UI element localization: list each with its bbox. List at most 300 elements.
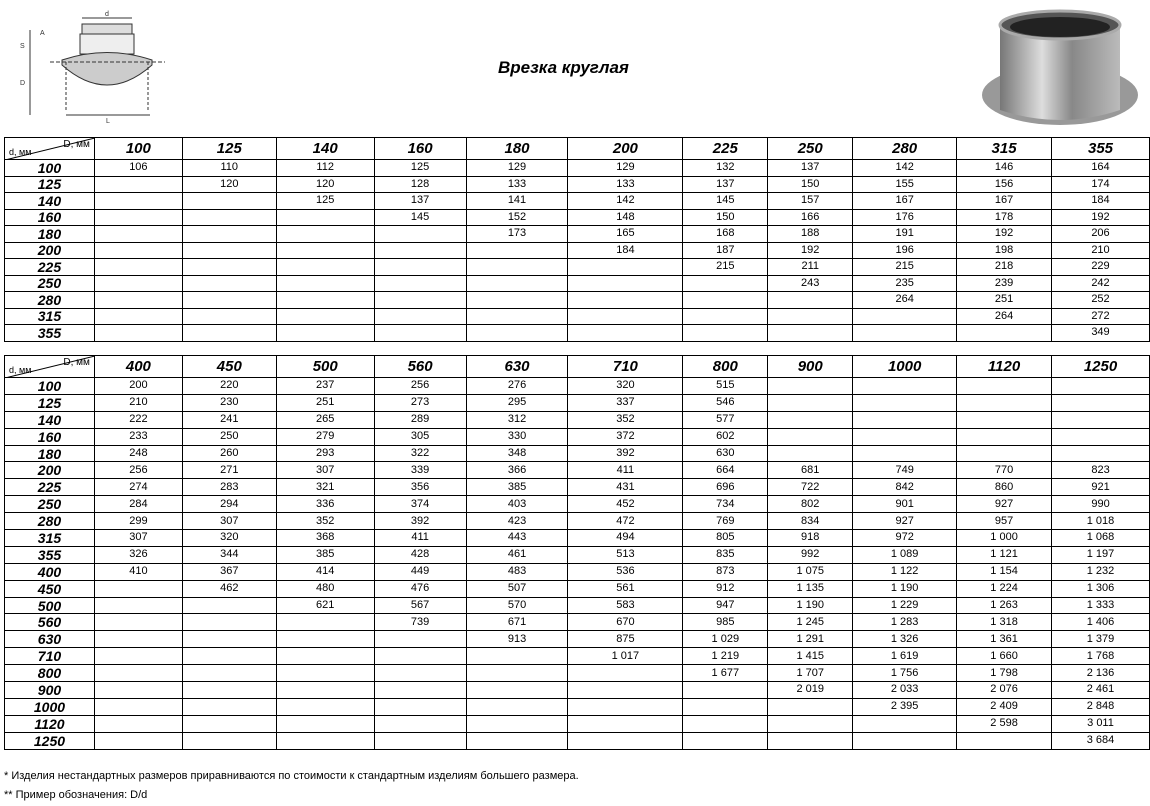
table-cell: [768, 378, 853, 395]
table-cell: 452: [568, 496, 683, 513]
table-cell: [683, 275, 768, 292]
row-header: 200: [5, 462, 95, 479]
row-header: 355: [5, 325, 95, 342]
table-cell: [768, 732, 853, 749]
table-cell: [683, 715, 768, 732]
table-cell: 295: [466, 394, 568, 411]
table-cell: 137: [374, 193, 466, 210]
table-cell: [374, 308, 466, 325]
header: [0, 0, 1150, 135]
table-cell: 392: [568, 445, 683, 462]
footnote-1: * Изделия нестандартных размеров приравниваются по стоимости к стандартным изделиям большего размера.: [4, 770, 579, 782]
table-cell: [768, 428, 853, 445]
table-cell: 392: [374, 513, 466, 530]
table-cell: 1 379: [1052, 631, 1150, 648]
table-cell: 1 232: [1052, 563, 1150, 580]
row-header: 1000: [5, 698, 95, 715]
table-cell: 198: [957, 242, 1052, 259]
column-header: 355: [1052, 138, 1150, 160]
table-row: [5, 597, 1150, 614]
table-cell: 188: [768, 226, 853, 243]
table-cell: 2 409: [957, 698, 1052, 715]
table-cell: 1 406: [1052, 614, 1150, 631]
table-cell: 1 291: [768, 631, 853, 648]
column-header: 125: [182, 138, 276, 160]
table-cell: 229: [1052, 259, 1150, 276]
table-cell: 252: [1052, 292, 1150, 309]
table-cell: 320: [568, 378, 683, 395]
table-cell: 1 333: [1052, 597, 1150, 614]
table-cell: [374, 682, 466, 699]
table-row: [5, 496, 1150, 513]
table-row: [5, 631, 1150, 648]
table-cell: 284: [94, 496, 182, 513]
table-cell: [1052, 394, 1150, 411]
column-header: 140: [276, 138, 374, 160]
column-header: 710: [568, 356, 683, 378]
table-cell: [94, 226, 182, 243]
row-header: 400: [5, 563, 95, 580]
table-cell: 235: [853, 275, 957, 292]
table-cell: [374, 631, 466, 648]
row-header: 710: [5, 648, 95, 665]
table-cell: 972: [853, 530, 957, 547]
table-cell: 1 263: [957, 597, 1052, 614]
table-cell: [957, 394, 1052, 411]
table-cell: 352: [276, 513, 374, 530]
table-cell: 480: [276, 580, 374, 597]
table-cell: 2 136: [1052, 665, 1150, 682]
table-row: [5, 292, 1150, 309]
table-cell: [466, 698, 568, 715]
table-cell: 220: [182, 378, 276, 395]
table-cell: 1 677: [683, 665, 768, 682]
table-cell: 233: [94, 428, 182, 445]
table-row: [5, 479, 1150, 496]
table-cell: 239: [957, 275, 1052, 292]
table-cell: [853, 428, 957, 445]
table-cell: [768, 325, 853, 342]
table-cell: [568, 682, 683, 699]
table-cell: 339: [374, 462, 466, 479]
table-cell: [374, 715, 466, 732]
table-cell: 805: [683, 530, 768, 547]
table-cell: 152: [466, 209, 568, 226]
table-cell: [182, 614, 276, 631]
table-row: [5, 732, 1150, 749]
table-cell: 823: [1052, 462, 1150, 479]
table-cell: 366: [466, 462, 568, 479]
table-cell: [683, 292, 768, 309]
table-cell: [568, 259, 683, 276]
row-header: 180: [5, 226, 95, 243]
table-cell: [568, 308, 683, 325]
table-cell: 443: [466, 530, 568, 547]
table-cell: 1 660: [957, 648, 1052, 665]
table-cell: 1 768: [1052, 648, 1150, 665]
table-cell: 749: [853, 462, 957, 479]
table-cell: 312: [466, 411, 568, 428]
table-cell: 1 361: [957, 631, 1052, 648]
table-cell: 173: [466, 226, 568, 243]
table-cell: 349: [1052, 325, 1150, 342]
table-cell: 476: [374, 580, 466, 597]
table-cell: [182, 665, 276, 682]
table-cell: 681: [768, 462, 853, 479]
table-cell: 367: [182, 563, 276, 580]
column-header: 630: [466, 356, 568, 378]
table-cell: 326: [94, 546, 182, 563]
table-cell: [374, 325, 466, 342]
table-cell: 372: [568, 428, 683, 445]
table-cell: [1052, 428, 1150, 445]
table-cell: 106: [94, 160, 182, 177]
table-cell: 273: [374, 394, 466, 411]
svg-text:S: S: [20, 43, 25, 50]
row-header: 280: [5, 513, 95, 530]
svg-text:D: D: [20, 80, 26, 87]
table-cell: 1 619: [853, 648, 957, 665]
table-cell: [466, 325, 568, 342]
table-cell: [374, 259, 466, 276]
table-cell: 307: [182, 513, 276, 530]
table-cell: 1 154: [957, 563, 1052, 580]
table-cell: [276, 631, 374, 648]
table-cell: 112: [276, 160, 374, 177]
table-cell: 305: [374, 428, 466, 445]
table-cell: 835: [683, 546, 768, 563]
table-cell: 1 229: [853, 597, 957, 614]
corner-cell: [5, 356, 95, 378]
table-cell: [957, 411, 1052, 428]
table-cell: [374, 732, 466, 749]
table-cell: 1 245: [768, 614, 853, 631]
column-header: 280: [853, 138, 957, 160]
table-cell: 184: [1052, 193, 1150, 210]
table-cell: 1 283: [853, 614, 957, 631]
table-cell: [768, 445, 853, 462]
corner-D-label: D, мм: [63, 139, 90, 150]
table-cell: 146: [957, 160, 1052, 177]
table-cell: 927: [853, 513, 957, 530]
table-row: [5, 176, 1150, 193]
table-row: [5, 275, 1150, 292]
table-cell: 1 190: [853, 580, 957, 597]
table-row: [5, 226, 1150, 243]
table-cell: 921: [1052, 479, 1150, 496]
table-cell: [957, 445, 1052, 462]
table-cell: 739: [374, 614, 466, 631]
table-cell: [182, 209, 276, 226]
table-cell: 294: [182, 496, 276, 513]
table-cell: 133: [466, 176, 568, 193]
table-cell: [276, 226, 374, 243]
row-header: 125: [5, 394, 95, 411]
table-cell: 2 033: [853, 682, 957, 699]
table-cell: [182, 259, 276, 276]
row-header: 315: [5, 308, 95, 325]
table-cell: [568, 325, 683, 342]
table-cell: 1 798: [957, 665, 1052, 682]
table-cell: 696: [683, 479, 768, 496]
table-cell: 237: [276, 378, 374, 395]
table-cell: [94, 209, 182, 226]
table-cell: 307: [276, 462, 374, 479]
table-row: [5, 715, 1150, 732]
table-cell: 410: [94, 563, 182, 580]
table-cell: [374, 292, 466, 309]
table-cell: [853, 378, 957, 395]
table-cell: [683, 308, 768, 325]
row-header: 225: [5, 259, 95, 276]
table-cell: 472: [568, 513, 683, 530]
table-cell: [94, 292, 182, 309]
table-cell: 299: [94, 513, 182, 530]
table-cell: 411: [568, 462, 683, 479]
table-row: [5, 530, 1150, 547]
table-row: [5, 378, 1150, 395]
table-cell: 561: [568, 580, 683, 597]
table-cell: 567: [374, 597, 466, 614]
table-row: [5, 563, 1150, 580]
table-cell: 411: [374, 530, 466, 547]
table-cell: 770: [957, 462, 1052, 479]
table-cell: [374, 275, 466, 292]
table-cell: 256: [94, 462, 182, 479]
table-cell: 166: [768, 209, 853, 226]
table-cell: [568, 292, 683, 309]
table-cell: 272: [1052, 308, 1150, 325]
table-cell: 1 017: [568, 648, 683, 665]
table-cell: 385: [276, 546, 374, 563]
column-header: 500: [276, 356, 374, 378]
table-cell: 1 121: [957, 546, 1052, 563]
column-header: 160: [374, 138, 466, 160]
corner-d-label: d, мм: [9, 365, 32, 375]
table-cell: 802: [768, 496, 853, 513]
table-cell: 222: [94, 411, 182, 428]
table-cell: 271: [182, 462, 276, 479]
table-cell: 276: [466, 378, 568, 395]
table-cell: 1 089: [853, 546, 957, 563]
saddle-tap-photo-icon: [960, 0, 1140, 135]
table-cell: 513: [568, 546, 683, 563]
table-cell: [466, 682, 568, 699]
table-cell: [94, 259, 182, 276]
table-cell: 210: [1052, 242, 1150, 259]
table-cell: [276, 698, 374, 715]
table-cell: 414: [276, 563, 374, 580]
table-row: [5, 160, 1150, 177]
table-cell: 875: [568, 631, 683, 648]
table-cell: [276, 715, 374, 732]
table-cell: 577: [683, 411, 768, 428]
table-row: [5, 462, 1150, 479]
table-cell: 483: [466, 563, 568, 580]
table-cell: 3 684: [1052, 732, 1150, 749]
table-cell: 137: [768, 160, 853, 177]
table-cell: [683, 682, 768, 699]
row-header: 315: [5, 530, 95, 547]
table-cell: [768, 715, 853, 732]
table-cell: [466, 292, 568, 309]
table-cell: [94, 193, 182, 210]
table-cell: 769: [683, 513, 768, 530]
table-cell: 957: [957, 513, 1052, 530]
table-cell: [853, 325, 957, 342]
table-cell: 142: [568, 193, 683, 210]
table-cell: 403: [466, 496, 568, 513]
row-header: 125: [5, 176, 95, 193]
row-header: 225: [5, 479, 95, 496]
table-cell: [182, 226, 276, 243]
table-cell: [1052, 378, 1150, 395]
table-cell: 507: [466, 580, 568, 597]
table-cell: 2 848: [1052, 698, 1150, 715]
row-header: 250: [5, 496, 95, 513]
table-cell: [957, 428, 1052, 445]
column-header: 100: [94, 138, 182, 160]
table-row: [5, 682, 1150, 699]
saddle-tap-drawing-icon: [10, 10, 180, 125]
table-cell: 250: [182, 428, 276, 445]
row-header: 140: [5, 411, 95, 428]
table-cell: 218: [957, 259, 1052, 276]
table-cell: 187: [683, 242, 768, 259]
table-cell: [466, 715, 568, 732]
column-header: 180: [466, 138, 568, 160]
table-cell: 1 190: [768, 597, 853, 614]
table-cell: 1 018: [1052, 513, 1150, 530]
table-cell: 264: [853, 292, 957, 309]
table-cell: [957, 325, 1052, 342]
table-cell: 546: [683, 394, 768, 411]
table-cell: [182, 698, 276, 715]
table-cell: [276, 209, 374, 226]
row-header: 1250: [5, 732, 95, 749]
column-header: 1120: [957, 356, 1052, 378]
table-cell: 279: [276, 428, 374, 445]
column-header: 560: [374, 356, 466, 378]
table-cell: [94, 275, 182, 292]
table-cell: 1 306: [1052, 580, 1150, 597]
table-cell: 176: [853, 209, 957, 226]
table-cell: 2 076: [957, 682, 1052, 699]
table-cell: 992: [768, 546, 853, 563]
table-cell: 494: [568, 530, 683, 547]
table-cell: 251: [276, 394, 374, 411]
table-cell: [466, 308, 568, 325]
table-cell: [768, 292, 853, 309]
table-cell: [768, 394, 853, 411]
table-cell: 274: [94, 479, 182, 496]
corner-d-label: d, мм: [9, 147, 32, 157]
table-cell: 462: [182, 580, 276, 597]
table-cell: 1 075: [768, 563, 853, 580]
table-row: [5, 580, 1150, 597]
table-cell: 293: [276, 445, 374, 462]
table-cell: 2 019: [768, 682, 853, 699]
table-cell: 260: [182, 445, 276, 462]
column-header: 225: [683, 138, 768, 160]
table-cell: [182, 732, 276, 749]
table-cell: 157: [768, 193, 853, 210]
table-cell: 251: [957, 292, 1052, 309]
table-cell: 200: [94, 378, 182, 395]
table-cell: [182, 242, 276, 259]
table-cell: 990: [1052, 496, 1150, 513]
table-cell: 145: [374, 209, 466, 226]
table-cell: 912: [683, 580, 768, 597]
row-header: 355: [5, 546, 95, 563]
table-cell: [276, 242, 374, 259]
table-cell: [768, 411, 853, 428]
table-cell: 1 135: [768, 580, 853, 597]
table-cell: 289: [374, 411, 466, 428]
table-cell: 164: [1052, 160, 1150, 177]
table-cell: [466, 648, 568, 665]
table-cell: [94, 732, 182, 749]
row-header: 630: [5, 631, 95, 648]
table-cell: 120: [276, 176, 374, 193]
column-header: 315: [957, 138, 1052, 160]
table-row: [5, 665, 1150, 682]
table-cell: 1 318: [957, 614, 1052, 631]
table-cell: 248: [94, 445, 182, 462]
table-cell: [94, 715, 182, 732]
table-cell: [683, 325, 768, 342]
column-header: 800: [683, 356, 768, 378]
table-cell: [182, 193, 276, 210]
table-cell: [182, 648, 276, 665]
table-cell: 602: [683, 428, 768, 445]
table-cell: 901: [853, 496, 957, 513]
table-row: [5, 614, 1150, 631]
table-cell: 352: [568, 411, 683, 428]
table-cell: [94, 580, 182, 597]
table-cell: 145: [683, 193, 768, 210]
table-cell: [853, 308, 957, 325]
table-cell: 664: [683, 462, 768, 479]
table-cell: 148: [568, 209, 683, 226]
table-cell: 256: [374, 378, 466, 395]
table-cell: 670: [568, 614, 683, 631]
table-cell: [94, 698, 182, 715]
row-header: 250: [5, 275, 95, 292]
page-title: Врезка круглая: [498, 58, 629, 77]
table-cell: [768, 308, 853, 325]
table-row: [5, 513, 1150, 530]
corner-D-label: D, мм: [63, 357, 90, 368]
row-header: 800: [5, 665, 95, 682]
table-row: [5, 325, 1150, 342]
table-cell: [182, 715, 276, 732]
table-cell: 321: [276, 479, 374, 496]
table-cell: 2 461: [1052, 682, 1150, 699]
row-header: 500: [5, 597, 95, 614]
table-cell: 630: [683, 445, 768, 462]
table-cell: [276, 648, 374, 665]
table-cell: [94, 631, 182, 648]
svg-text:L: L: [106, 118, 110, 125]
table-cell: 178: [957, 209, 1052, 226]
table-row: [5, 546, 1150, 563]
table-cell: 985: [683, 614, 768, 631]
table-cell: 125: [374, 160, 466, 177]
table-cell: 215: [683, 259, 768, 276]
table-cell: 1 415: [768, 648, 853, 665]
table-cell: 348: [466, 445, 568, 462]
